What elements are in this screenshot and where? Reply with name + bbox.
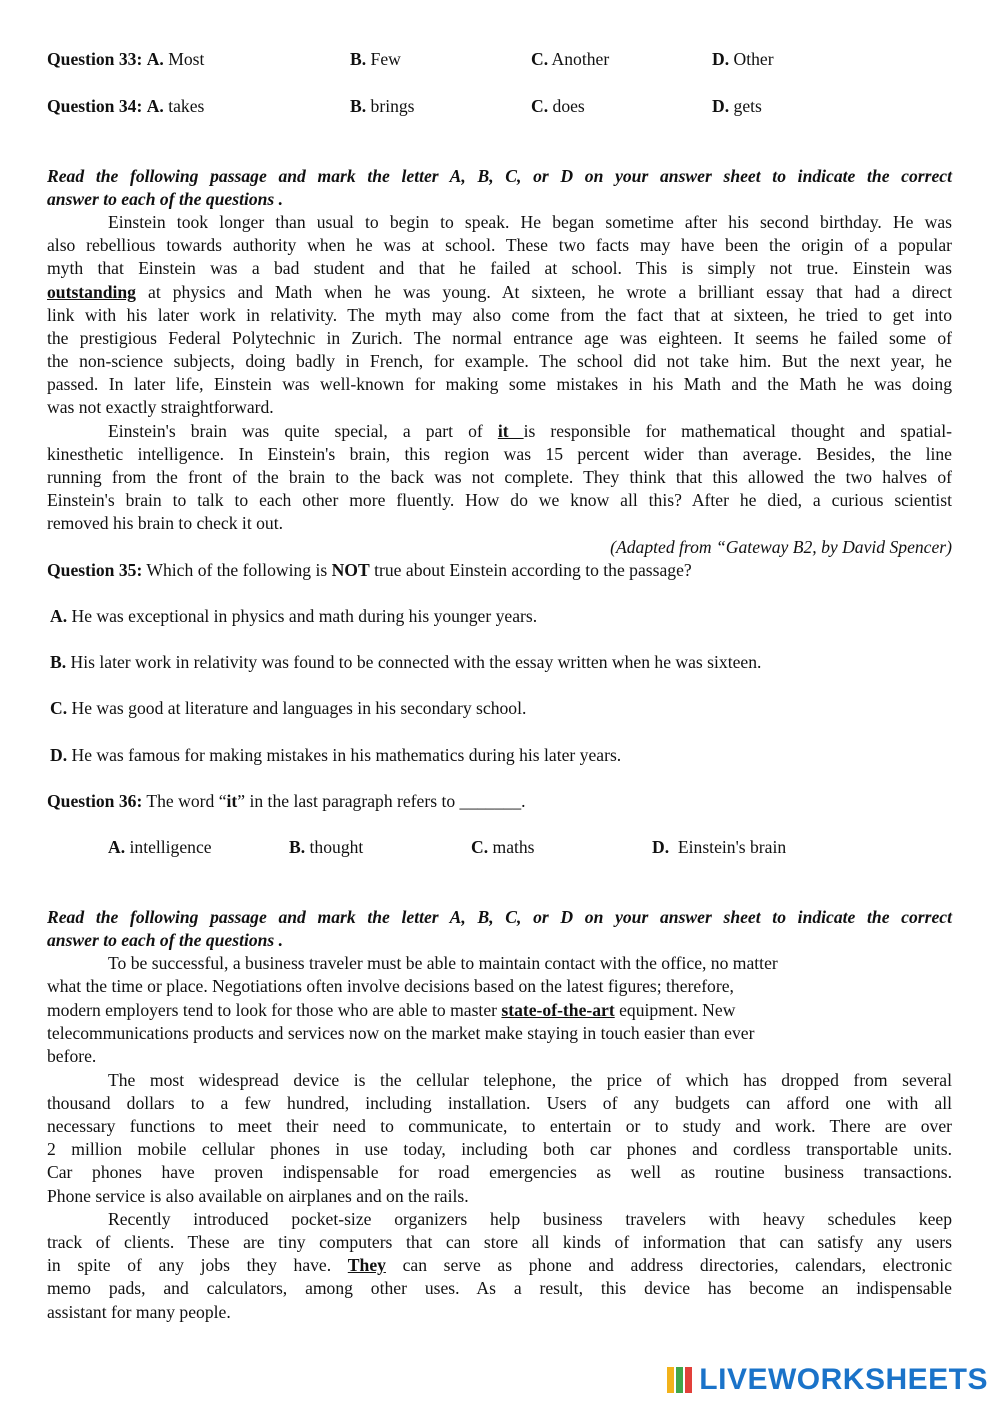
- passage-1-line: also rebellious towards authority when he was at school. These two facts may have been the origin of a popular: [47, 235, 952, 255]
- passage-2-line: necessary functions to meet their need to communicate, to entertain or to study and work. There are over: [47, 1116, 952, 1136]
- q35-option-b-letter: B.: [50, 652, 67, 672]
- q33-option-d: [712, 47, 774, 71]
- q34-option-b-text: brings: [370, 96, 415, 116]
- passage-2-line: Phone service is also available on airplanes and on the rails.: [47, 1186, 469, 1206]
- q36-text: The word “: [142, 791, 227, 811]
- q36-option-b-text: thought: [305, 837, 364, 857]
- passage-2-line: assistant for many people.: [47, 1302, 231, 1322]
- q33-option-d-text: Other: [733, 49, 774, 69]
- question-36-stem: [47, 790, 952, 813]
- q36-option-c-letter: C.: [471, 837, 489, 857]
- q35-option-b-text: His later work in relativity was found to be connected with the essay written when he was sixteen.: [66, 652, 762, 672]
- q35-option-a-letter: A.: [50, 606, 68, 626]
- q35-option-c-letter: C.: [50, 698, 68, 718]
- q34-option-a-letter: A.: [146, 96, 164, 116]
- passage-2-line: track of clients. These are tiny computers that can store all kinds of information that can satisfy any users: [47, 1232, 952, 1252]
- passage-1-line-text: is responsible for mathematical thought and spatial-: [523, 421, 952, 441]
- q33-option-a-text: Most: [168, 49, 205, 69]
- passage-1-line: kinesthetic intelligence. In Einstein's brain, this region was 15 percent wider than average. Besides, the line: [47, 444, 952, 464]
- q36-option-b: [289, 835, 363, 859]
- q36-option-a-letter: A.: [108, 837, 126, 857]
- passage-2-line: thousand dollars to a few hundred, including installation. Users of any budgets can afford one with all: [47, 1093, 952, 1113]
- passage-2-line: what the time or place. Negotiations often involve decisions based on the latest figures; therefore,: [47, 976, 734, 996]
- passage-1-line: the prestigious Federal Polytechnic in Zurich. The normal entrance age was eighteen. It seems he failed some of: [47, 328, 952, 348]
- q35-label: Question 35:: [47, 560, 143, 580]
- q36-option-a: [108, 835, 212, 859]
- passage-1-line-text: at physics and Math when he was young. At sixteen, he wrote a brilliant essay that had a direct: [135, 282, 952, 302]
- q35-not-emphasis: NOT: [331, 560, 370, 580]
- passage-2-line: 2 million mobile cellular phones in use today, including both car phones and cordless transportable units.: [47, 1139, 952, 1159]
- underlined-word-it: it: [497, 421, 524, 441]
- q34-option-a-text: takes: [168, 96, 205, 116]
- passage-2-line: Car phones have proven indispensable for road emergencies as well as routine business transactions.: [47, 1162, 952, 1182]
- passage-1-line: Einstein took longer than usual to begin to speak. He began sometime after his second birthday. He was: [108, 212, 952, 232]
- q35-option-a: [50, 605, 952, 628]
- q35-text: true about Einstein according to the passage?: [369, 560, 692, 580]
- q34-option-b: [350, 94, 415, 118]
- passage-1-line: myth that Einstein was a bad student and that he failed at school. This is simply not true. Einstein was: [47, 258, 952, 278]
- passage-2-line: The most widespread device is the cellular telephone, the price of which has dropped from several: [108, 1070, 952, 1090]
- q35-option-d-letter: D.: [50, 745, 68, 765]
- passage-1-line: was not exactly straightforward.: [47, 397, 274, 417]
- q33-option-a-letter: A.: [146, 49, 164, 69]
- q33-label-text: Question 33:: [47, 49, 143, 69]
- q36-option-b-letter: B.: [289, 837, 306, 857]
- passage-source: (Adapted from “Gateway B2, by David Spencer): [610, 537, 952, 557]
- passage-1-line-text: Einstein's brain was quite special, a part of: [108, 421, 498, 441]
- passage-2-line: before.: [47, 1046, 97, 1066]
- q33-option-c-letter: C.: [531, 49, 549, 69]
- question-35-stem: [47, 559, 952, 582]
- passage-1-line: [47, 281, 952, 304]
- q36-option-d-letter: D.: [652, 837, 670, 857]
- liveworksheets-logo-icon: [667, 1365, 693, 1395]
- q34-option-c-text: does: [552, 96, 585, 116]
- instruction-1-line-1: Read the following passage and mark the letter A, B, C, or D on your answer sheet to indicate the correct: [47, 166, 952, 186]
- q36-option-a-text: intelligence: [125, 837, 212, 857]
- passage-2-line: memo pads, and calculators, among other uses. As a result, this device has become an indispensable: [47, 1278, 952, 1298]
- passage-2-line: Recently introduced pocket-size organizers help business travelers with heavy schedules keep: [108, 1209, 952, 1229]
- q33-option-b-letter: B.: [350, 49, 367, 69]
- passage-1-line: the non-science subjects, doing badly in French, for example. The school did not take him. But the next year, he: [47, 351, 952, 371]
- q35-option-d: [50, 744, 952, 767]
- question-33-label: [47, 47, 204, 71]
- q34-label-text: Question 34:: [47, 96, 143, 116]
- passage-2-line-text: equipment. New: [614, 1000, 736, 1020]
- instruction-2-line-1: Read the following passage and mark the letter A, B, C, or D on your answer sheet to indicate the correct: [47, 907, 952, 927]
- q36-option-c-text: maths: [488, 837, 535, 857]
- underlined-word-outstanding: outstanding: [47, 282, 136, 302]
- passage-2-line: [47, 1254, 952, 1277]
- passage-1-line: removed his brain to check it out.: [47, 513, 283, 533]
- q33-option-c-text: Another: [551, 49, 610, 69]
- passage-1-line: passed. In later life, Einstein was well-known for making some mistakes in his Math and the Math he was doing: [47, 374, 952, 394]
- liveworksheets-logo: [667, 1362, 988, 1398]
- q34-option-b-letter: B.: [350, 96, 367, 116]
- q35-option-a-text: He was exceptional in physics and math during his younger years.: [67, 606, 538, 626]
- instruction-1-line-2: answer to each of the questions .: [47, 189, 284, 209]
- passage-2-line-text: in spite of any jobs they have.: [47, 1255, 348, 1275]
- q36-option-d-text: Einstein's brain: [669, 837, 787, 857]
- q35-option-c-text: He was good at literature and languages in his secondary school.: [67, 698, 527, 718]
- q36-option-d: [652, 835, 786, 859]
- liveworksheets-logo-text: LIVEWORKSHEETS: [699, 1363, 988, 1396]
- q33-option-b-text: Few: [370, 49, 401, 69]
- q33-option-d-letter: D.: [712, 49, 730, 69]
- underlined-word-they: They: [347, 1255, 386, 1275]
- q34-option-c: [531, 94, 585, 118]
- q34-option-d: [712, 94, 762, 118]
- passage-2-line: [47, 999, 952, 1022]
- q34-option-c-letter: C.: [531, 96, 549, 116]
- q33-option-b: [350, 47, 401, 71]
- passage-2-line-text: can serve as phone and address directories, calendars, electronic: [385, 1255, 953, 1275]
- passage-1-line: [47, 420, 952, 443]
- q35-option-c: [50, 697, 952, 720]
- question-34-label: [47, 94, 204, 118]
- passage-1-line: link with his later work in relativity. The myth may also come from the fact that at sixteen, he tried to get into: [47, 305, 952, 325]
- passage-2-line: telecommunications products and services now on the market make staying in touch easier than ever: [47, 1023, 755, 1043]
- q35-option-b: [50, 651, 952, 674]
- q36-option-c: [471, 835, 535, 859]
- q35-text: Which of the following is: [142, 560, 332, 580]
- passage-2-line: To be successful, a business traveler must be able to maintain contact with the office, no matter: [108, 953, 778, 973]
- q36-text: ” in the last paragraph refers to _______.: [237, 791, 526, 811]
- q36-label: Question 36:: [47, 791, 143, 811]
- instruction-2-line-2: answer to each of the questions .: [47, 930, 284, 950]
- q33-option-c: [531, 47, 609, 71]
- q34-option-d-letter: D.: [712, 96, 730, 116]
- passage-2-line-text: modern employers tend to look for those who are able to master: [47, 1000, 502, 1020]
- underlined-word-state-of-the-art: state-of-the-art: [501, 1000, 615, 1020]
- q35-option-d-text: He was famous for making mistakes in his mathematics during his later years.: [67, 745, 622, 765]
- q34-option-d-text: gets: [733, 96, 762, 116]
- passage-1-line: Einstein's brain to talk to each other more fluently. How do we know all this? After he died, a curious scientist: [47, 490, 952, 510]
- passage-1-line: running from the front of the brain to the back was not complete. They think that this allowed the two halves of: [47, 467, 952, 487]
- q36-word-it: it: [226, 791, 238, 811]
